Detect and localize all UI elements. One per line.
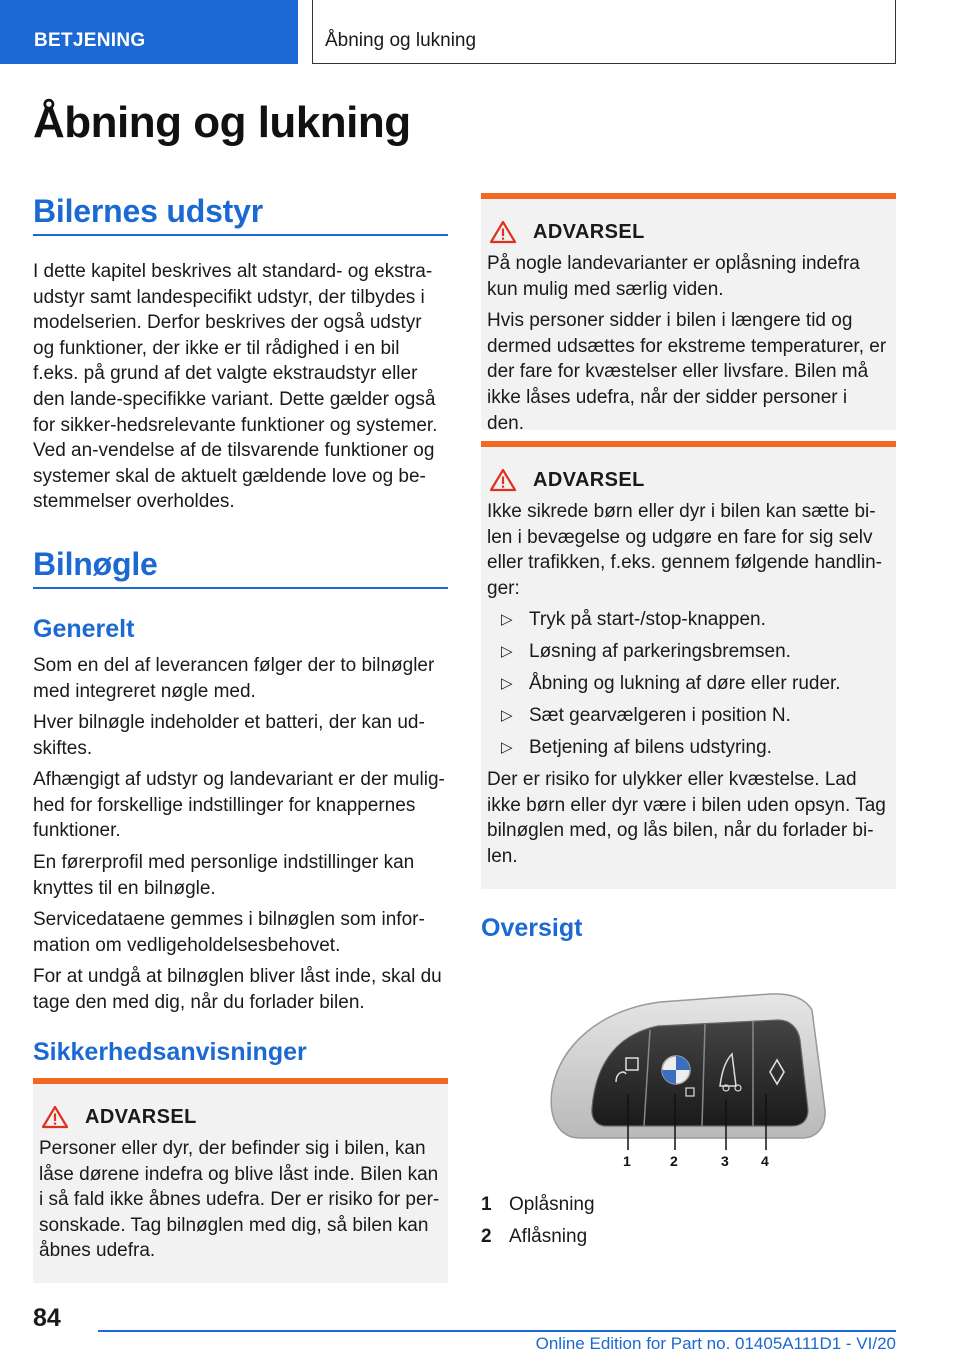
warning-list <box>487 607 888 761</box>
page-title: Åbning og lukning <box>33 98 411 147</box>
warning-box <box>481 193 896 434</box>
legend-label: Oplåsning <box>509 1194 595 1215</box>
generelt-paragraph: En førerprofil med personlige indstillinger kan knyttes til en bilnøgle. <box>33 852 415 899</box>
udstyr-paragraph: I dette kapitel beskrives alt standard- og ekstra-udstyr samt landespecifikt udstyr, der tilbydes i modelserien. Derfor beskrives der også udstyr og funktioner, der ikke er til rådighed i en bil f.eks. på grund af det valgte ekstraudstyr eller den lande-specifikke variant. Dette gælder også for sikker-hedsrelevante funktioner og systemer. Ved an-vendelse af de tilsvarende funktioner og systemer skal de aktuelt gældende love og be-stemmelser overholdes. <box>33 261 438 513</box>
figure-label: 2 <box>670 1153 678 1169</box>
warning-box <box>33 1078 448 1283</box>
list-item: ▷ Tryk på start-/stop-knappen. <box>487 607 888 633</box>
generelt-paragraph: Servicedataene gemmes i bilnøglen som infor-mation om vedligeholdelsesbehovet. <box>33 909 425 956</box>
header-chapter-label: Åbning og lukning <box>325 30 477 51</box>
warning-box <box>481 441 896 889</box>
footer-edition: Online Edition for Part no. 01405A111D1 - VI/20 <box>535 1334 896 1353</box>
header-section-label: BETJENING <box>0 0 298 64</box>
warning-text: Personer eller dyr, der befinder sig i bilen, kan låse dørene indefra og blive låst inde. Bilen kan i så fald ikke åbnes udefra. Der er risiko for per-sonskade. Tag bilnøglen med dig, så bilen kan åbnes udefra. <box>39 1138 440 1262</box>
legend-item <box>481 1194 595 1216</box>
legend-label: Aflåsning <box>509 1226 588 1247</box>
figure-label: 4 <box>761 1153 769 1169</box>
page-number: 84 <box>33 1304 61 1332</box>
figure-label: 1 <box>623 1153 631 1169</box>
heading-sikkerhedsanvisninger: Sikkerhedsanvisninger <box>33 1038 307 1066</box>
heading-bilnoegle: Bilnøgle <box>33 546 158 582</box>
triangle-right-icon: ▷ <box>501 707 513 725</box>
warning-triangle-icon <box>489 220 517 244</box>
warning-text: Der er risiko for ulykker eller kvæstelse. Lad ikke børn eller dyr være i bilen uden opsyn. Tag bilnøglen med, og lås bilen, når du forlader bi-len. <box>487 769 886 868</box>
triangle-right-icon: ▷ <box>501 611 513 629</box>
heading-rule <box>33 587 448 589</box>
warning-text: Ikke sikrede børn eller dyr i bilen kan sætte bi-len i bevægelse og udgøre en fare for sig selv eller trafikken, f.eks. gennem følgende handlin-ger: <box>487 501 882 599</box>
warning-title: ADVARSEL <box>85 1105 197 1128</box>
generelt-paragraph: For at undgå at bilnøglen bliver låst inde, skal du tage den med dig, når du forlader bilen. <box>33 966 442 1013</box>
figure-label: 3 <box>721 1153 729 1169</box>
triangle-right-icon: ▷ <box>501 643 513 661</box>
heading-oversigt: Oversigt <box>481 914 583 942</box>
list-item: ▷ Sæt gearvælgeren i position N. <box>487 703 888 729</box>
heading-rule <box>33 234 448 236</box>
list-item: ▷ Åbning og lukning af døre eller ruder. <box>487 671 888 697</box>
generelt-paragraph: Afhængigt af udstyr og landevariant er der mulig-hed for forskellige indstillinger for knappernes funktioner. <box>33 769 445 842</box>
legend-number: 1 <box>481 1194 492 1215</box>
header-chapter-box <box>312 0 896 64</box>
triangle-right-icon: ▷ <box>501 739 513 757</box>
legend-number: 2 <box>481 1226 492 1247</box>
warning-header <box>487 219 888 245</box>
warning-triangle-icon <box>41 1105 69 1129</box>
warning-header <box>487 467 888 493</box>
warning-title: ADVARSEL <box>533 468 645 491</box>
warning-text: På nogle landevarianter er oplåsning indefra kun mulig med særlig viden. <box>487 253 860 300</box>
car-key-illustration <box>540 990 840 1170</box>
heading-bilernes-udstyr: Bilernes udstyr <box>33 193 263 229</box>
generelt-paragraph: Som en del af leverancen følger der to bilnøgler med integreret nøgle med. <box>33 655 435 702</box>
triangle-right-icon: ▷ <box>501 675 513 693</box>
list-item: ▷ Løsning af parkeringsbremsen. <box>487 639 888 665</box>
warning-text: Hvis personer sidder i bilen i længere tid og dermed udsættes for ekstreme temperaturer, er der fare for kvæstelser eller livsfare. Bilen må ikke låses udefra, når der sidder personer i den. <box>487 310 887 434</box>
generelt-paragraph: Hver bilnøgle indeholder et batteri, der kan ud-skiftes. <box>33 712 425 759</box>
warning-title: ADVARSEL <box>533 220 645 243</box>
warning-triangle-icon <box>489 468 517 492</box>
legend-item <box>481 1226 587 1248</box>
footer-rule <box>98 1330 896 1332</box>
warning-header <box>39 1104 440 1130</box>
list-item: ▷ Betjening af bilens udstyring. <box>487 735 888 761</box>
heading-generelt: Generelt <box>33 615 135 643</box>
